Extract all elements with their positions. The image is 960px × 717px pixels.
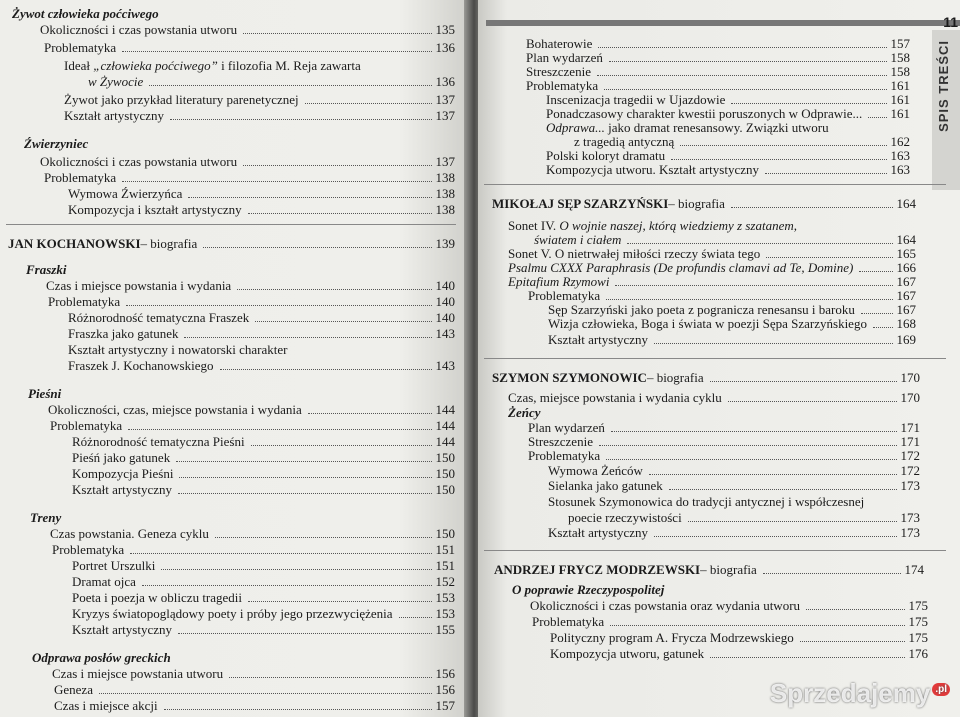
toc-page-number: 151 <box>435 558 455 573</box>
author-suffix: – biografia <box>668 196 725 211</box>
author-name: SZYMON SZYMONOWIC <box>492 370 647 385</box>
toc-entry <box>48 402 455 418</box>
toc-entry-title: Różnorodność tematyczna Pieśni <box>72 434 245 449</box>
toc-entry <box>52 542 455 558</box>
toc-entry-line: Odprawa... jako dramat renesansowy. Związki utworu <box>546 120 829 135</box>
dot-leader <box>122 181 431 182</box>
toc-entry <box>48 294 455 310</box>
dot-leader <box>763 573 901 574</box>
toc-entry-title: Sielanka jako gatunek <box>548 478 663 493</box>
author-heading <box>8 236 455 252</box>
toc-entry <box>52 666 455 682</box>
toc-page-number: 138 <box>435 202 455 217</box>
dot-leader <box>597 75 887 76</box>
toc-entry-title: Okoliczności i czas powstania utworu <box>40 22 238 37</box>
dot-leader <box>806 609 904 610</box>
dot-leader <box>308 413 432 414</box>
toc-entry-title: Problematyka <box>532 614 605 629</box>
toc-entry-title: Problematyka <box>528 288 601 303</box>
dot-leader <box>649 474 897 475</box>
dot-leader <box>766 257 892 258</box>
section-rule <box>484 358 946 359</box>
toc-entry <box>54 698 455 714</box>
toc-entry-title: Streszczenie <box>528 434 593 449</box>
section-rule <box>484 550 946 551</box>
dot-leader <box>243 33 431 34</box>
toc-entry-title: Problematyka <box>52 542 125 557</box>
toc-page-number: 158 <box>890 64 910 79</box>
toc-entry <box>546 162 910 178</box>
toc-page-number: 153 <box>435 590 455 605</box>
dot-leader <box>710 657 904 658</box>
dot-leader <box>161 569 431 570</box>
dot-leader <box>178 493 432 494</box>
toc-page-number: 137 <box>435 154 455 169</box>
toc-entry <box>68 202 455 218</box>
toc-entry <box>68 186 455 202</box>
watermark-logo: Sprzedajemy $^{.pl}$ <box>770 678 950 709</box>
dot-leader <box>861 313 893 314</box>
toc-entry-title: Poeta i poezja w obliczu tragedii <box>72 590 243 605</box>
toc-page-number: 175 <box>908 598 928 613</box>
toc-entry-title: Okoliczności, czas, miejsce powstania i wydania <box>48 402 302 417</box>
dot-leader <box>598 47 886 48</box>
work-title: Pieśni <box>28 386 62 401</box>
toc-entry-title: Różnorodność tematyczna Fraszek <box>68 310 250 325</box>
toc-entry-title: Czas i miejsce akcji <box>54 698 158 713</box>
toc-page-number: 165 <box>896 246 916 261</box>
author-name: JAN KOCHANOWSKI <box>8 236 141 251</box>
toc-page-number: 161 <box>890 106 910 121</box>
toc-entry <box>72 434 455 450</box>
toc-entry-line: Ideał „człowieka poćciwego” i filozofia M. Reja zawarta <box>64 58 361 73</box>
toc-page-number: 173 <box>900 478 920 493</box>
dot-leader <box>178 633 432 634</box>
toc-page-number: 161 <box>890 78 910 93</box>
toc-page-number: 157 <box>890 36 910 51</box>
toc-page-number: 150 <box>435 450 455 465</box>
toc-entry <box>72 590 455 606</box>
right-page <box>478 0 960 717</box>
toc-entry-title: Kształt artystyczny <box>548 332 648 347</box>
toc-entry-line: Kształt artystyczny i nowatorski charakter <box>68 342 288 357</box>
toc-entry <box>72 606 455 622</box>
toc-page-number: 150 <box>435 482 455 497</box>
toc-page-number: 155 <box>435 622 455 637</box>
toc-entry <box>548 332 916 348</box>
header-rule <box>486 20 960 26</box>
section-rule <box>484 184 946 185</box>
work-title: Źwierzyniec <box>24 136 89 151</box>
dot-leader <box>710 381 897 382</box>
toc-page-number: 167 <box>896 302 916 317</box>
toc-page-number: 140 <box>435 278 455 293</box>
toc-page-number: 170 <box>900 390 920 405</box>
toc-entry <box>88 74 455 90</box>
dot-leader <box>229 677 431 678</box>
toc-entry <box>72 622 455 638</box>
author-suffix: – biografia <box>646 370 704 385</box>
toc-entry-title: Kształt artystyczny <box>64 108 164 123</box>
toc-page-number: 153 <box>435 606 455 621</box>
toc-page-number: 157 <box>435 698 455 713</box>
toc-page-number: 168 <box>896 316 916 331</box>
work-title: Odprawa posłów greckich <box>32 650 171 665</box>
toc-entry <box>72 558 455 574</box>
toc-entry <box>40 154 455 170</box>
toc-page-number: 136 <box>435 74 455 89</box>
dot-leader <box>868 117 886 118</box>
toc-entry-title: Wymowa Źwierzyńca <box>68 186 183 201</box>
dot-leader <box>610 625 904 626</box>
work-title: Żywot człowieka poćciwego <box>12 6 159 21</box>
dot-leader <box>248 213 432 214</box>
toc-entry <box>550 646 928 662</box>
dot-leader <box>859 271 892 272</box>
toc-page-number: 140 <box>435 310 455 325</box>
toc-entry <box>44 170 455 186</box>
toc-entry <box>532 614 928 630</box>
toc-page-number: 140 <box>435 294 455 309</box>
toc-page-number: 173 <box>900 525 920 540</box>
dot-leader <box>126 305 431 306</box>
toc-page-number: 143 <box>435 358 455 373</box>
toc-entry-title: światem i ciałem <box>534 232 622 247</box>
toc-page-number: 156 <box>435 666 455 681</box>
dot-leader <box>680 145 886 146</box>
dot-leader <box>765 173 887 174</box>
toc-entry <box>548 478 920 494</box>
toc-entry <box>68 326 455 342</box>
toc-page-number: 175 <box>908 630 928 645</box>
dot-leader <box>654 343 893 344</box>
toc-entry-title: Psalmu CXXX Paraphrasis (De profundis clamavi ad Te, Domine) <box>508 260 854 275</box>
toc-entry-title: Dramat ojca <box>72 574 136 589</box>
toc-entry-title: Problematyka <box>528 448 601 463</box>
dot-leader <box>130 553 431 554</box>
dot-leader <box>215 537 432 538</box>
toc-entry-title: Kształt artystyczny <box>72 482 172 497</box>
side-tab-label: SPIS TREŚCI <box>936 40 951 132</box>
toc-page-number: 156 <box>435 682 455 697</box>
toc-entry-title: Czas i miejsce powstania utworu <box>52 666 224 681</box>
work-title: Żeńcy <box>508 405 541 420</box>
dot-leader <box>251 445 432 446</box>
toc-entry <box>54 682 455 698</box>
toc-entry <box>68 358 455 374</box>
toc-entry-title: Problematyka <box>44 170 117 185</box>
dot-leader <box>399 617 432 618</box>
toc-entry <box>68 310 455 326</box>
toc-entry-title: Problematyka <box>44 40 117 55</box>
dot-leader <box>243 165 431 166</box>
dot-leader <box>873 327 893 328</box>
toc-page-number: 150 <box>435 466 455 481</box>
toc-entry <box>50 418 455 434</box>
toc-page-number: 174 <box>904 562 924 577</box>
dot-leader <box>731 103 886 104</box>
toc-entry-title: Żywot jako przykład literatury parenetycznej <box>64 92 299 107</box>
toc-page-number: 173 <box>900 510 920 525</box>
toc-entry-title: Sonet V. O nietrwałej miłości rzeczy świata tego <box>508 246 761 261</box>
dot-leader <box>609 61 887 62</box>
work-title: O poprawie Rzeczypospolitej <box>512 582 665 597</box>
toc-entry-title: Pieśń jako gatunek <box>72 450 171 465</box>
dot-leader <box>255 321 431 322</box>
toc-page-number: 176 <box>908 646 928 661</box>
toc-entry-title: Fraszek J. Kochanowskiego <box>68 358 214 373</box>
dot-leader <box>728 401 897 402</box>
toc-entry-title: Problematyka <box>50 418 123 433</box>
dot-leader <box>688 521 897 522</box>
toc-entry-title: Wymowa Żeńców <box>548 463 643 478</box>
side-tab <box>932 30 960 190</box>
toc-entry-title: Inscenizacja tragedii w Ujazdowie <box>546 92 726 107</box>
page-number: 11 <box>943 14 958 30</box>
toc-entry <box>548 525 920 541</box>
toc-entry-title: Plan wydarzeń <box>528 420 605 435</box>
dot-leader <box>248 601 431 602</box>
dot-leader <box>164 709 432 710</box>
dot-leader <box>237 289 431 290</box>
author-name: MIKOŁAJ SĘP SZARZYŃSKI <box>492 196 669 211</box>
toc-entry-title: Problematyka <box>526 78 599 93</box>
toc-page-number: 137 <box>435 92 455 107</box>
toc-page-number: 161 <box>890 92 910 107</box>
toc-entry <box>50 526 455 542</box>
toc-page-number: 162 <box>890 134 910 149</box>
toc-page-number: 172 <box>900 448 920 463</box>
toc-entry-title: Problematyka <box>48 294 121 309</box>
toc-page-number: 172 <box>900 463 920 478</box>
dot-leader <box>671 159 886 160</box>
dot-leader <box>170 119 432 120</box>
dot-leader <box>305 103 432 104</box>
dot-leader <box>599 445 897 446</box>
toc-page-number: 171 <box>900 434 920 449</box>
toc-page-number: 163 <box>890 148 910 163</box>
toc-page-number: 169 <box>896 332 916 347</box>
toc-page-number: 136 <box>435 40 455 55</box>
dot-leader <box>669 489 897 490</box>
toc-page-number: 171 <box>900 420 920 435</box>
toc-entry <box>548 463 920 479</box>
toc-page-number: 137 <box>435 108 455 123</box>
toc-entry-title: Plan wydarzeń <box>526 50 603 65</box>
toc-entry-title: Geneza <box>54 682 93 697</box>
toc-entry-line: Sonet IV. O wojnie naszej, którą wiedziemy z szatanem, <box>508 218 797 233</box>
toc-entry <box>568 510 920 526</box>
toc-page-number: 163 <box>890 162 910 177</box>
author-heading <box>492 370 920 386</box>
toc-entry-title: Polski koloryt dramatu <box>546 148 666 163</box>
toc-entry-title: Okoliczności i czas powstania utworu <box>40 154 238 169</box>
author-suffix: – biografia <box>700 562 757 577</box>
dot-leader <box>142 585 432 586</box>
toc-entry-title: Polityczny program A. Frycza Modrzewskiego <box>550 630 794 645</box>
toc-page-number: 175 <box>908 614 928 629</box>
toc-page-number: 166 <box>896 260 916 275</box>
toc-page-number: 144 <box>435 418 455 433</box>
toc-entry <box>40 22 455 38</box>
dot-leader <box>654 536 897 537</box>
toc-entry <box>530 598 928 614</box>
toc-page-number: 135 <box>435 22 455 37</box>
toc-page-number: 138 <box>435 170 455 185</box>
toc-page-number: 170 <box>900 370 920 385</box>
toc-entry-title: Kształt artystyczny <box>72 622 172 637</box>
toc-entry-title: Epitafium Rzymowi <box>508 274 610 289</box>
toc-entry-title: Kształt artystyczny <box>548 525 648 540</box>
dot-leader <box>606 459 896 460</box>
toc-entry <box>46 278 455 294</box>
toc-entry-title: Czas i miejsce powstania i wydania <box>46 278 232 293</box>
toc-entry <box>64 92 455 108</box>
toc-entry <box>64 108 455 124</box>
toc-entry-title: Czas, miejsce powstania i wydania cyklu <box>508 390 722 405</box>
toc-entry-title: Fraszka jako gatunek <box>68 326 179 341</box>
dot-leader <box>128 429 431 430</box>
dot-leader <box>99 693 432 694</box>
toc-page-number: 167 <box>896 274 916 289</box>
toc-entry-title: Bohaterowie <box>526 36 593 51</box>
toc-page-number: 152 <box>435 574 455 589</box>
dot-leader <box>606 299 892 300</box>
toc-entry <box>72 450 455 466</box>
toc-entry-title: Streszczenie <box>526 64 591 79</box>
toc-entry-title: z tragedią antyczną <box>574 134 675 149</box>
toc-entry <box>508 390 920 406</box>
toc-entry-title: Kompozycja Pieśni <box>72 466 174 481</box>
toc-entry-title: Portret Urszulki <box>72 558 156 573</box>
author-name: ANDRZEJ FRYCZ MODRZEWSKI <box>494 562 701 577</box>
toc-entry-title: Wizja człowieka, Boga i świata w poezji Sępa Szarzyńskiego <box>548 316 867 331</box>
dot-leader <box>184 337 431 338</box>
dot-leader <box>604 89 886 90</box>
toc-entry-line: Stosunek Szymonowica do tradycji antycznej i współczesnej <box>548 494 865 509</box>
toc-entry-title: Czas powstania. Geneza cyklu <box>50 526 209 541</box>
toc-entry-title: Okoliczności i czas powstania oraz wydania utworu <box>530 598 801 613</box>
work-title: Treny <box>30 510 62 525</box>
dot-leader <box>176 461 431 462</box>
toc-entry-title: Sęp Szarzyński jako poeta z pogranicza renesansu i baroku <box>548 302 855 317</box>
toc-entry <box>72 466 455 482</box>
toc-entry <box>550 630 928 646</box>
toc-page-number: 158 <box>890 50 910 65</box>
author-heading <box>492 196 916 212</box>
dot-leader <box>615 285 892 286</box>
dot-leader <box>627 243 892 244</box>
toc-page-number: 143 <box>435 326 455 341</box>
dot-leader <box>800 641 905 642</box>
toc-page-number: 151 <box>435 542 455 557</box>
dot-leader <box>122 51 431 52</box>
toc-entry-title: poecie rzeczywistości <box>568 510 682 525</box>
left-page <box>0 0 470 717</box>
dot-leader <box>188 197 431 198</box>
toc-page-number: 167 <box>896 288 916 303</box>
dot-leader <box>203 247 431 248</box>
toc-page-number: 164 <box>896 196 916 211</box>
toc-page-number: 139 <box>435 236 455 251</box>
dot-leader <box>220 369 432 370</box>
toc-page-number: 144 <box>435 402 455 417</box>
toc-page-number: 138 <box>435 186 455 201</box>
toc-entry-title: Kompozycja utworu. Kształt artystyczny <box>546 162 759 177</box>
toc-page-number: 164 <box>896 232 916 247</box>
author-heading <box>494 562 924 578</box>
work-title: Fraszki <box>26 262 67 277</box>
toc-entry <box>72 574 455 590</box>
dot-leader <box>179 477 431 478</box>
toc-entry <box>528 448 920 464</box>
toc-entry-title: Ponadczasowy charakter kwestii poruszonych w Odprawie... <box>546 106 863 121</box>
toc-page-number: 144 <box>435 434 455 449</box>
toc-entry <box>44 40 455 56</box>
section-rule <box>6 224 456 225</box>
toc-page-number: 150 <box>435 526 455 541</box>
author-suffix: – biografia <box>140 236 198 251</box>
toc-entry-title: Kompozycja i kształt artystyczny <box>68 202 242 217</box>
dot-leader <box>611 431 897 432</box>
toc-entry-title: Kryzys światopoglądowy poety i próby jego przezwyciężenia <box>72 606 393 621</box>
toc-entry-title: Kompozycja utworu, gatunek <box>550 646 705 661</box>
toc-entry-title: w Żywocie <box>88 74 144 89</box>
dot-leader <box>731 207 893 208</box>
dot-leader <box>149 85 431 86</box>
toc-entry <box>72 482 455 498</box>
toc-entry <box>548 316 916 332</box>
